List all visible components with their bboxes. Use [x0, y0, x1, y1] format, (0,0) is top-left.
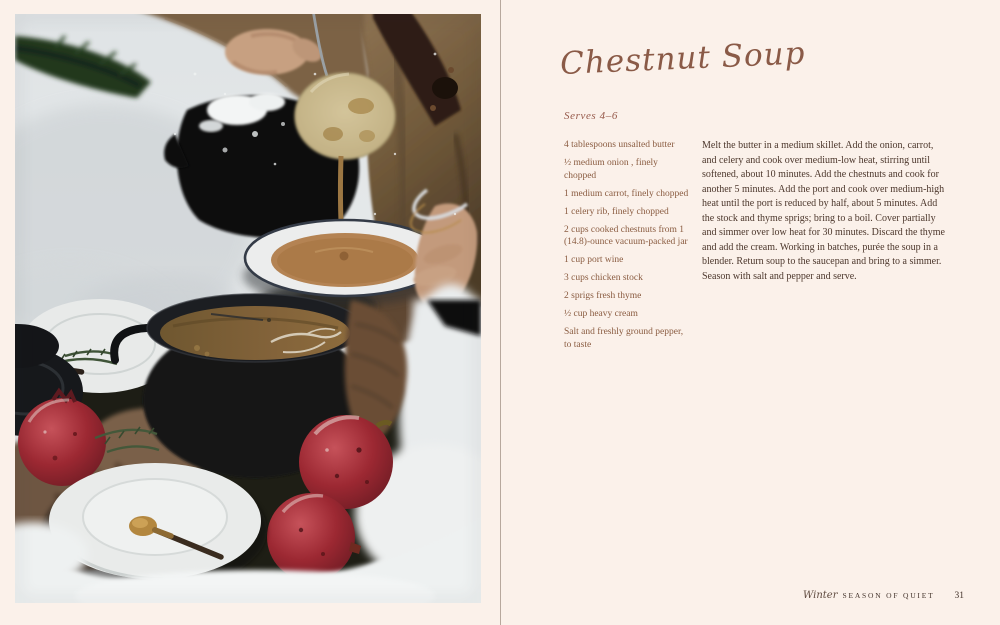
page-footer	[803, 590, 964, 601]
ingredient-item: 1 medium carrot, finely chopped	[564, 188, 689, 199]
page-title: Chestnut Soup	[559, 35, 807, 82]
ingredient-item: 2 cups cooked chestnuts from 1 (14.8)-ounce vacuum-packed jar	[564, 224, 688, 248]
ingredient-item: ½ cup heavy cream	[564, 309, 638, 320]
ingredient-item: 1 cup port wine	[564, 255, 624, 266]
ingredient-item: ½ medium onion , finely chopped	[564, 158, 658, 181]
ingredient-item: 1 celery rib, finely chopped	[564, 206, 669, 217]
right-page	[500, 0, 1000, 625]
serves-line: Serves 4–6	[564, 110, 618, 122]
footer-series-title: SEASON OF QUIET	[842, 591, 935, 600]
footer-season-script: Winter	[803, 590, 838, 601]
ingredient-item: 2 sprigs fresh thyme	[564, 291, 642, 302]
pot-soup	[160, 306, 350, 360]
recipe-photo	[15, 14, 481, 603]
footer-page-number: 31	[954, 591, 964, 601]
instructions-paragraph: Melt the butter in a medium skillet. Add the onion, carrot, and celery and cook over medium-low heat, stirring until softened, about 10 minutes. Add the chestnuts and cook for another 5 minutes. Add the port and cook over medium-high heat until the port is reduced by half, about 5 minutes. Add the stock and thyme sprigs; bring to a boil. Cover partially and simmer over low heat for 30 minutes. Discard the thyme and add the cream. Working in batches, purée the soup in a blender. Return soup to the saucepan and bring to a simmer. Season with salt and pepper and serve.	[702, 140, 945, 282]
recipe-columns	[564, 139, 948, 357]
ingredients-list	[564, 139, 691, 357]
ingredient-item: 3 cups chicken stock	[564, 273, 643, 284]
ingredient-item: 4 tablespoons unsalted butter	[564, 140, 675, 150]
ingredient-item: Salt and freshly ground pepper, to taste	[564, 327, 684, 350]
photo-illustration	[15, 14, 481, 603]
